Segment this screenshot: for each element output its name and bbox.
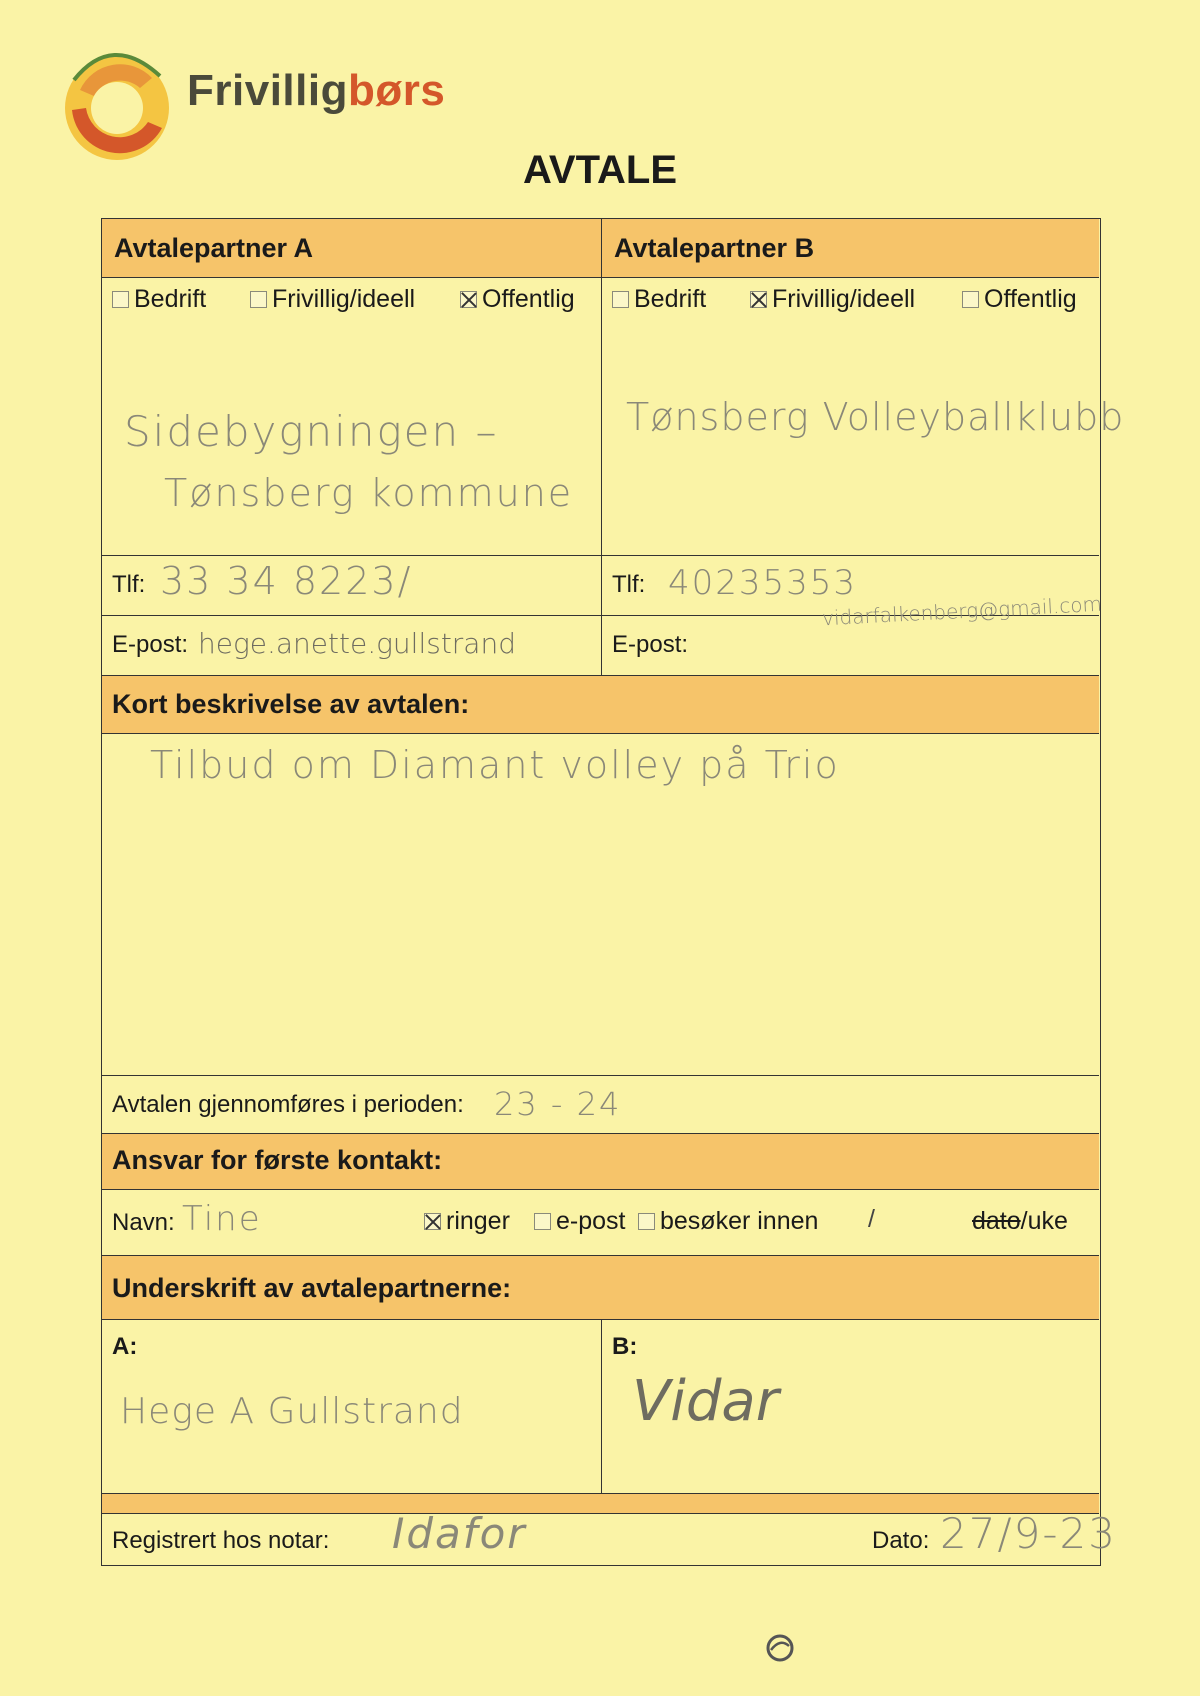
partner-b-email-label: E-post: — [612, 631, 689, 658]
partner-a-email-value[interactable]: hege.anette.gullstrand — [198, 627, 516, 660]
contact-name-value[interactable]: Tine — [182, 1199, 262, 1239]
checkbox-icon[interactable] — [112, 291, 129, 308]
partner-a-tlf-value[interactable]: 33 34 8223/ — [160, 559, 413, 603]
date-value[interactable]: 27/9-23 — [940, 1509, 1117, 1558]
checked-checkbox-icon[interactable] — [424, 1213, 441, 1230]
checked-checkbox-icon[interactable] — [460, 291, 477, 308]
checkbox-icon[interactable] — [534, 1213, 551, 1230]
contact-option-epost[interactable]: e-post — [534, 1207, 625, 1236]
partner-a-name-line2: Tønsberg kommune — [164, 471, 574, 515]
partner-b-option-offentlig[interactable]: Offentlig — [962, 285, 1077, 314]
partner-a-option-frivillig[interactable]: Frivillig/ideell — [250, 285, 415, 314]
signature-a-label: A: — [112, 1333, 138, 1360]
signature-a[interactable]: Hege A Gullstrand — [120, 1391, 464, 1432]
partner-a-heading: Avtalepartner A — [114, 233, 314, 263]
period-value[interactable]: 23 - 24 — [494, 1085, 622, 1123]
date-label: Dato: — [872, 1527, 930, 1554]
checkbox-icon[interactable] — [962, 291, 979, 308]
agreement-form — [101, 218, 1125, 1566]
signature-heading: Underskrift av avtalepartnerne: — [112, 1273, 512, 1303]
stamp-mark-icon — [762, 1630, 798, 1666]
partner-b-option-bedrift[interactable]: Bedrift — [612, 285, 706, 314]
registered-signature[interactable]: Idafor — [392, 1509, 527, 1558]
contact-option-besoker[interactable]: besøker innen — [638, 1207, 818, 1236]
description-text[interactable]: Tilbud om Diamant volley på Trio — [150, 743, 840, 787]
registered-label: Registrert hos notar: — [112, 1527, 330, 1554]
date-word: dato — [972, 1207, 1021, 1235]
partner-b-option-frivillig[interactable]: Frivillig/ideell — [750, 285, 915, 314]
period-label: Avtalen gjennomføres i perioden: — [112, 1091, 464, 1118]
signature-b[interactable]: Vidar — [632, 1369, 779, 1434]
partner-a-option-offentlig[interactable]: Offentlig — [460, 285, 575, 314]
brand-name: Frivilligbørs — [187, 66, 446, 115]
signature-b-label: B: — [612, 1333, 638, 1360]
contact-heading: Ansvar for første kontakt: — [112, 1145, 443, 1175]
checkbox-icon[interactable] — [250, 291, 267, 308]
partner-b-tlf-value[interactable]: 40235353 — [668, 563, 858, 603]
partner-b-heading: Avtalepartner B — [614, 233, 815, 263]
partner-a-tlf-label: Tlf: — [112, 571, 146, 598]
checkbox-icon[interactable] — [638, 1213, 655, 1230]
week-word: /uke — [1020, 1207, 1068, 1235]
contact-option-ringer[interactable]: ringer — [424, 1207, 510, 1236]
contact-name-label: Navn: — [112, 1209, 175, 1236]
description-heading: Kort beskrivelse av avtalen: — [112, 689, 470, 719]
partner-b-email-value[interactable]: vidarfalkenberg@gmail.com — [821, 591, 1103, 631]
contact-date-slash: / — [868, 1205, 875, 1233]
checked-checkbox-icon[interactable] — [750, 291, 767, 308]
checkbox-icon[interactable] — [612, 291, 629, 308]
page-title: AVTALE — [522, 148, 678, 192]
partner-b-tlf-label: Tlf: — [612, 571, 646, 598]
partner-b-name: Tønsberg Volleyballklubb — [626, 395, 1125, 439]
partner-a-option-bedrift[interactable]: Bedrift — [112, 285, 206, 314]
partner-a-name-line1: Sidebygningen – — [124, 407, 499, 456]
partner-a-email-label: E-post: — [112, 631, 189, 658]
contact-date-week — [972, 1207, 1068, 1236]
